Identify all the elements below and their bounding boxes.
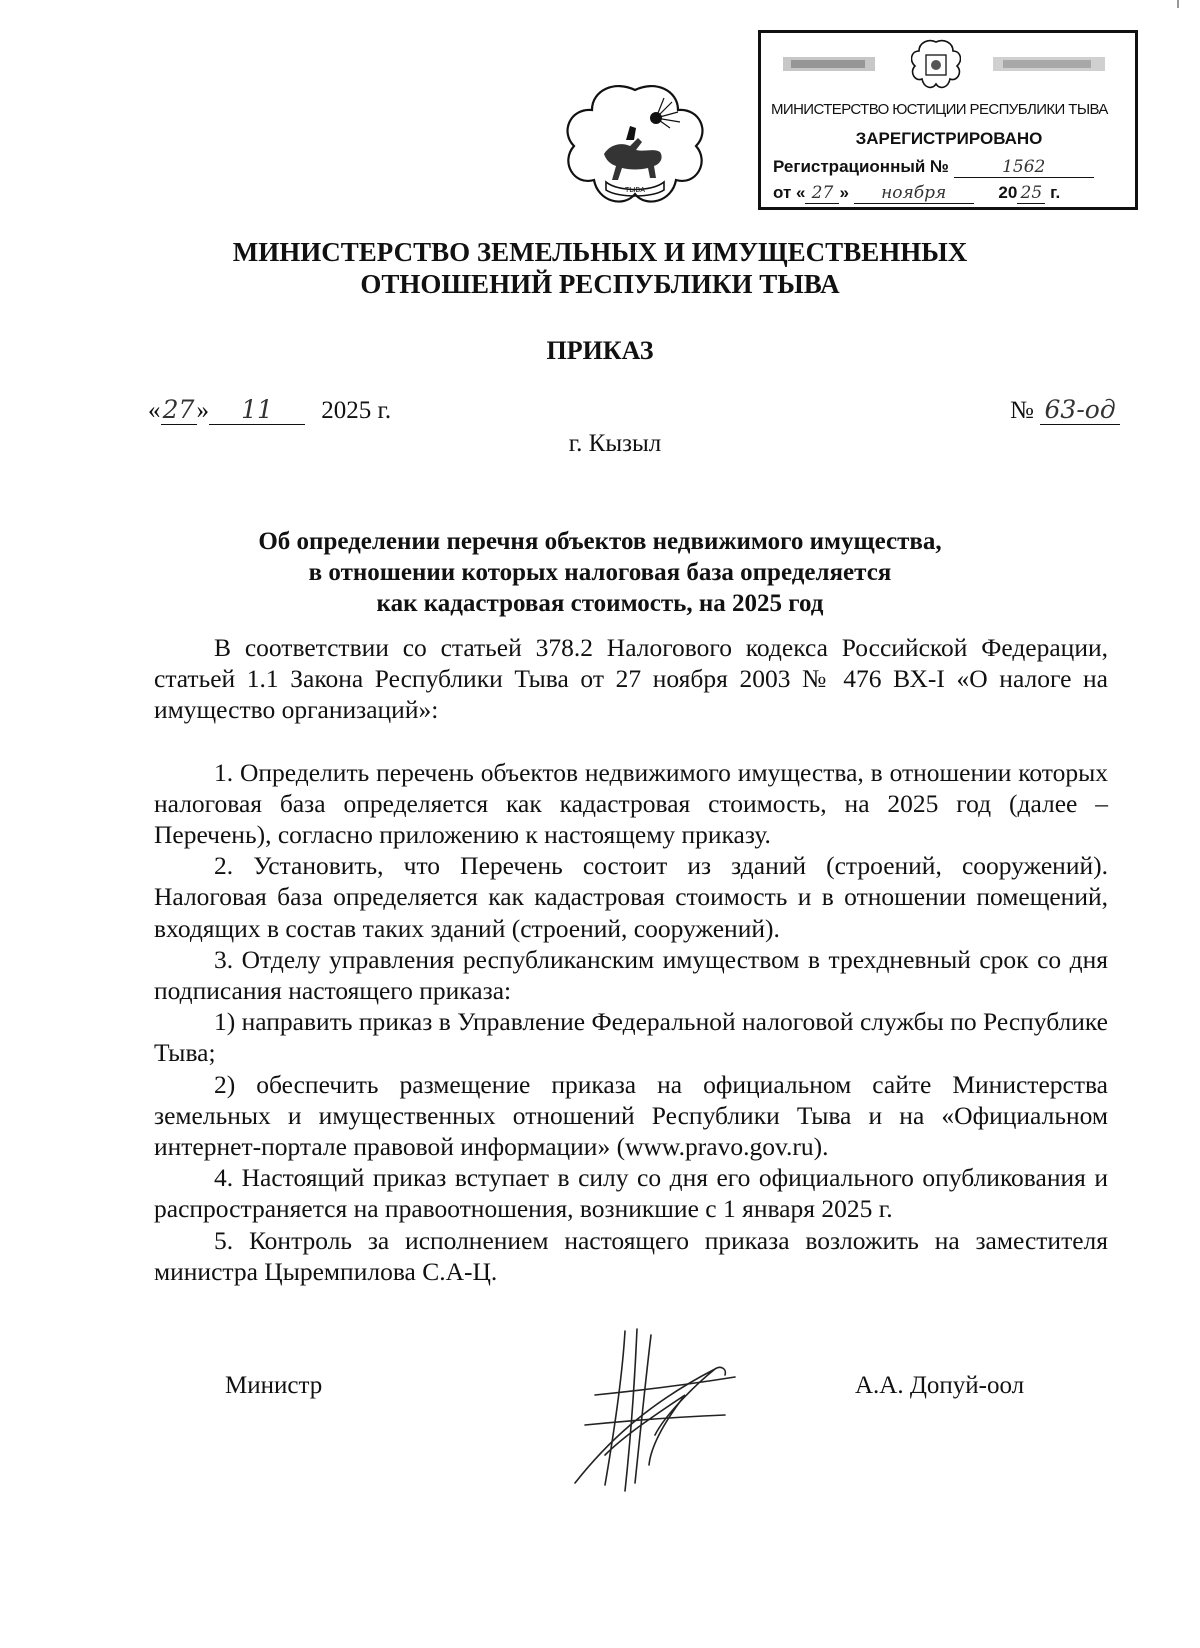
preamble: В соответствии со статьей 378.2 Налогового кодекса Российской Федерации, статьей 1.1 Закона Республики Тыва от 27 ноября 2003 № 476 ВХ-I «О налоге на имущество организаций»: (154, 633, 1108, 725)
stamp-smudge-right (991, 53, 1111, 75)
scan-edge-mark (1177, 0, 1179, 8)
registration-stamp (758, 30, 1138, 210)
stamp-year-suffix: 25 (1017, 183, 1045, 204)
stamp-reg-label: Регистрационный № (773, 157, 949, 176)
tuva-emblem-icon (560, 82, 710, 212)
order-day: 27 (161, 395, 197, 425)
subject-line-1: Об определении перечня объектов недвижимого имущества, (258, 528, 942, 555)
order-item-5: 5. Контроль за исполнением настоящего приказа возложить на заместителя министра Цыремпилова С.А-Ц. (154, 1225, 1108, 1286)
signatory-title: Министр (225, 1372, 323, 1399)
stamp-seal-icon (911, 39, 961, 91)
order-year: 2025 г. (321, 397, 392, 424)
order-subitem-2: 2) обеспечить размещение приказа на официальном сайте Министерства земельных и имущественных отношений Республики Тыва и на «Официальном интернет-портале правовой информации» (www.pravo.gov.ru). (154, 1069, 1108, 1162)
stamp-date-prefix: от « (773, 183, 806, 202)
signatory-name: А.А. Допуй-оол (855, 1372, 1025, 1399)
stamp-registration-line (773, 157, 1094, 178)
subject-line-3: как кадастровая стоимость, на 2025 год (376, 590, 824, 617)
order-city: г. Кызыл (568, 430, 662, 457)
date-open-quote: « (148, 397, 161, 424)
stamp-day: 27 (805, 183, 839, 204)
stamp-reg-number: 1562 (954, 157, 1094, 178)
order-number (1010, 395, 1120, 425)
order-date (148, 395, 391, 425)
order-number-value: 63-од (1040, 395, 1120, 425)
emblem-ribbon-text: ТЫВА (624, 186, 646, 194)
order-item-3: 3. Отделу управления республиканским имуществом в трехдневный срок со дня подписания настоящего приказа: (154, 944, 1108, 1006)
subject-line-2: в отношении которых налоговая база определяется (308, 559, 892, 586)
ministry-line-1: МИНИСТЕРСТВО ЗЕМЕЛЬНЫХ И ИМУЩЕСТВЕННЫХ (232, 237, 968, 267)
stamp-month: ноября (854, 183, 974, 204)
order-month: 11 (209, 395, 305, 425)
ministry-line-2: ОТНОШЕНИЙ РЕСПУБЛИКИ ТЫВА (360, 269, 840, 299)
order-body (154, 632, 1108, 1287)
stamp-authority: МИНИСТЕРСТВО ЮСТИЦИИ РЕСПУБЛИКИ ТЫВА (771, 101, 1108, 118)
order-subject (0, 526, 1200, 619)
handwritten-signature (565, 1325, 745, 1495)
ministry-name (0, 236, 1200, 300)
stamp-year-end: г. (1050, 183, 1061, 202)
stamp-smudge-left (781, 53, 881, 75)
stamp-year-prefix: 20 (998, 183, 1018, 202)
stamp-date-line (773, 183, 1060, 204)
order-item-2: 2. Установить, что Перечень состоит из зданий (строений, сооружений). Налоговая база определяется как кадастровая стоимость и в отношении помещений, входящих в состав таких зданий (строений, сооружений). (154, 851, 1108, 943)
order-item-1: 1. Определить перечень объектов недвижимого имущества, в отношении которых налоговая база определяется как кадастровая стоимость, на 2025 год (далее – Перечень), согласно приложению к настоящему приказу. (154, 757, 1108, 850)
stamp-status: ЗАРЕГИСТРИРОВАНО (855, 129, 1043, 148)
order-number-label: № (1010, 397, 1034, 424)
stamp-day-suffix: » (839, 183, 849, 202)
order-item-4: 4. Настоящий приказ вступает в силу со дня его официального опубликования и распространяется на правоотношения, возникшие с 1 января 2025 г. (154, 1163, 1108, 1224)
order-subitem-1: 1) направить приказ в Управление Федеральной налоговой службы по Республике Тыва; (154, 1007, 1108, 1068)
date-close-quote: » (196, 397, 209, 424)
document-type: ПРИКАЗ (546, 336, 654, 365)
